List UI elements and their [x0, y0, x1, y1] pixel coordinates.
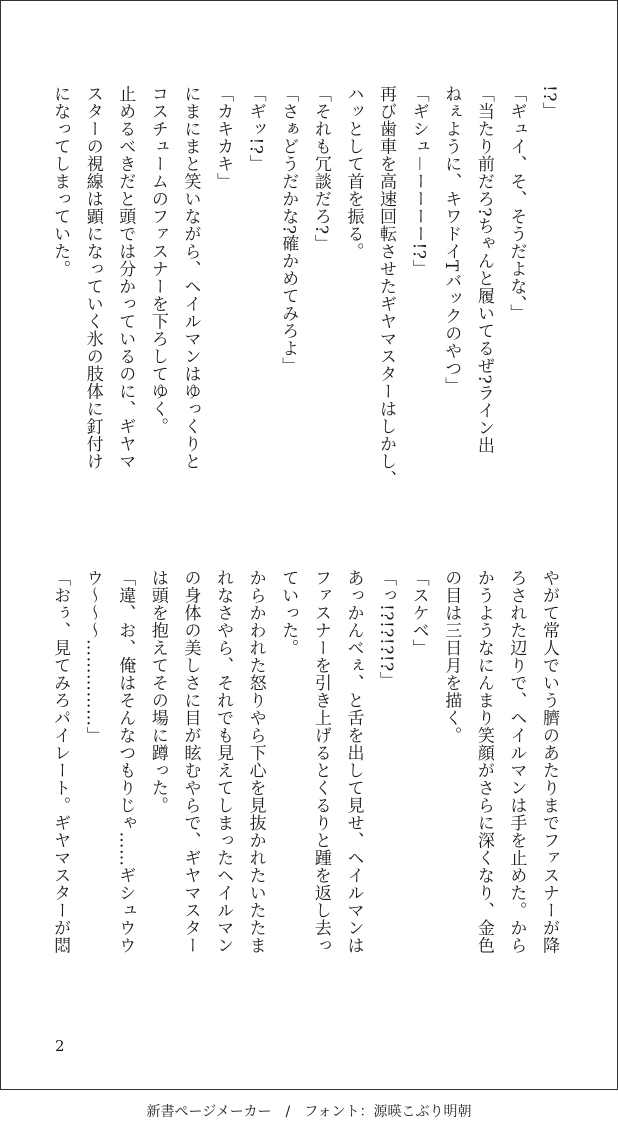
footer-credit: 新書ページメーカー / フォント：源暎こぶり明朝: [146, 1103, 472, 1120]
text-line: !?」: [539, 85, 559, 120]
text-line: やがて常人でいう臍のあたりまでファスナーが降: [539, 569, 559, 954]
text-line: 「カキカキ」: [213, 85, 234, 190]
text-line: ファスナーを引き上げるとくるりと踵を返し去っ: [310, 569, 331, 954]
text-line: にまにまと笑いながら、ヘイルマンはゆっくりと: [180, 85, 201, 470]
text-line: 「ギッ!?」: [245, 85, 266, 172]
text-line: コスチュームのファスナーを下ろしてゆく。: [147, 85, 168, 435]
text-line: あっかんべぇ、と舌を出して見せ、ヘイルマンは: [343, 569, 364, 954]
text-line: からかわれた怒りやら下心を見抜かれたいたたま: [245, 569, 266, 954]
text-line: 「当たり前だろ?ちゃんと履いてるぜ?ライン出: [473, 85, 494, 455]
text-line: 「ギュイ、そ、そうだよな、」: [506, 85, 527, 322]
text-line: ねぇように、キワドイTバックのやつ」: [441, 85, 462, 395]
text-line: 「スケベ」: [408, 569, 429, 657]
text-line: れなさやら、それでも見えてしまったヘイルマン: [213, 569, 234, 954]
text-line: 「っ!?!?!?!?」: [376, 569, 397, 690]
page-number: 2: [55, 1037, 65, 1055]
text-line: は頭を抱えてその場に蹲った。: [147, 569, 168, 814]
text-line: 「おぅ、見てみろパイレート。ギヤマスターが悶: [50, 569, 71, 954]
text-line: の身体の美しさに目が眩むやらで、ギヤマスター: [180, 569, 201, 954]
text-line: 「違、お、俺はそんなつもりじゃ……ギシュウウ: [115, 569, 136, 954]
text-line: の目は三日月を描く。: [441, 569, 462, 744]
text-line: ろされた辺りで、ヘイルマンは手を止めた。から: [506, 569, 527, 954]
text-line: 「ギシュ－ーーーー!?」: [408, 85, 429, 277]
text-line: かうようなにんまり笑顔がさらに深くなり、金色: [473, 569, 494, 954]
text-line: 止めるべきだと頭では分かっているのに、ギヤマ: [115, 85, 136, 470]
text-line: スターの視線は顕になっていく氷の肢体に釘付け: [82, 85, 103, 470]
text-line: 再び歯車を高速回転させたギヤマスターはしかし、: [376, 85, 397, 488]
text-line: になってしまっていた。: [50, 85, 71, 278]
text-line: ていった。: [278, 569, 299, 657]
text-line: ハッとして首を振る。: [343, 85, 364, 260]
text-line: 「さぁどうだかな?確かめてみろよ」: [278, 85, 299, 375]
text-block-top: [25, 85, 565, 525]
text-line: ウ～～～……………」: [82, 569, 103, 744]
text-line: 「それも冗談だろ?」: [310, 85, 331, 253]
text-block-bottom: [25, 569, 565, 1009]
